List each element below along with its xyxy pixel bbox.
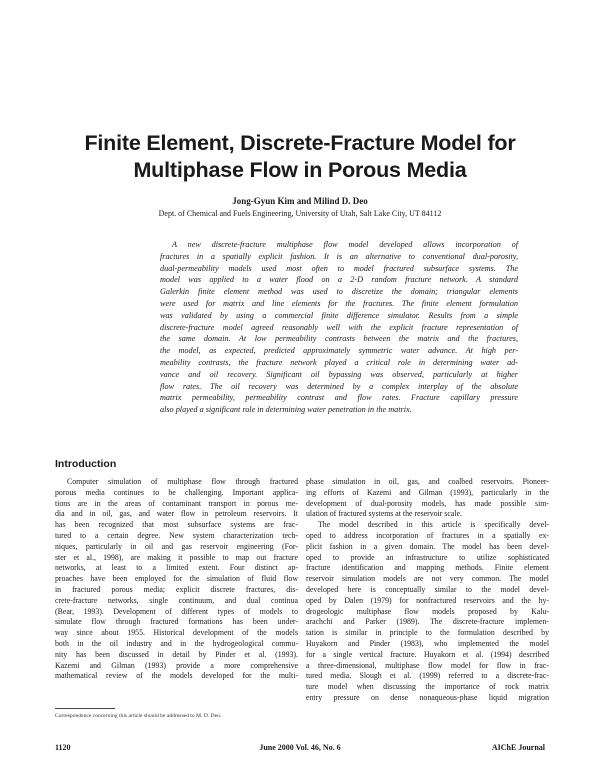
- body-line: ulation of fractured systems at the reservoir scale.: [306, 509, 462, 519]
- body-line: porous media continues to be challenging. Important applica-: [55, 487, 298, 497]
- body-line: a three-dimensional, multiphase flow model for flow in frac-: [306, 660, 549, 670]
- body-line: networks, at least to a limited extent. Four distinct ap-: [55, 563, 298, 573]
- body-line: simulate flow through fractured formations has been under-: [55, 617, 298, 627]
- body-line: ture model when discussing the importance of rock matrix: [306, 682, 549, 692]
- abstract-line: Galerkin finite element method was used to discretize the domain; triangular elements: [160, 287, 518, 297]
- body-line: ing efforts of Kazemi and Gilman (1993), particularly in the: [306, 487, 549, 497]
- body-line: plicit fashion in a given domain. The model has been devel-: [306, 541, 549, 551]
- abstract-line: fractures in a spatially explicit fashion. It is an alternative to conventional dual-porosity,: [160, 251, 518, 261]
- body-line: both in the oil industry and in the hydrogeological commu-: [55, 638, 298, 648]
- body-line: Huyakorn and Pinder (1983), who implemented the model: [306, 638, 549, 648]
- title-line: Finite Element, Discrete-Fracture Model for: [84, 131, 516, 155]
- body-line: phase simulation in oil, gas, and coalbed reservoirs. Pioneer-: [306, 477, 549, 486]
- body-line: oped to address incorporation of fractures in a spatially ex-: [306, 530, 549, 540]
- body-line: crete-fracture networks, single continuum, and dual continua: [55, 595, 298, 605]
- body-line: reservoir simulation models are not very common. The model: [306, 574, 549, 584]
- body-line: mathematical review of the models developed for the multi-: [55, 671, 298, 681]
- body-line: in fractured porous media; explicit discrete fractures, dis-: [55, 584, 298, 594]
- abstract-line: was validated by using a commercial finite difference simulator. Results from a simple: [160, 310, 518, 320]
- abstract-line: flow rates. The oil recovery was determined by a complex interplay of the absolute: [160, 381, 518, 391]
- body-line: Computer simulation of multiphase flow through fractured: [67, 477, 298, 486]
- article-title: [60, 130, 540, 184]
- body-line: arachchi and Parker (1989). The discrete-fracture implemen-: [306, 617, 549, 627]
- abstract-line: vance and oil recovery. Significant oil bypassing was observed, particularly at higher: [160, 369, 518, 379]
- abstract-line: meability contrasts, the fracture network played a critical role in determining water ad-: [160, 357, 518, 367]
- body-line: way since about 1955. Historical development of the models: [55, 628, 298, 638]
- body-line: for a single vertical fracture. Huyakorn et al. (1994) described: [306, 649, 549, 659]
- journal-issue: June 2000 Vol. 46, No. 6: [259, 743, 341, 752]
- abstract-line: dual-permeability models used most often to model fractured subsurface systems. The: [160, 263, 518, 273]
- body-column-right: [306, 477, 549, 704]
- body-line: oped by Dalen (1979) for nonfractured reservoirs and the hy-: [306, 595, 549, 605]
- body-line: proaches have been employed for the simulation of fluid flow: [55, 574, 298, 584]
- abstract-line: also played a significant role in determining water penetration in the matrix.: [160, 405, 412, 415]
- body-line: tured media. Slough et al. (1999) referred to a discrete-frac-: [306, 671, 549, 681]
- page-number: 1120: [55, 743, 71, 752]
- journal-name: AIChE Journal: [491, 743, 545, 752]
- authors: Jong-Gyun Kim and Milind D. Deo: [232, 196, 368, 206]
- body-line: (Bear, 1993). Development of different types of models to: [55, 606, 298, 616]
- abstract: [160, 239, 518, 416]
- body-line: ster et al., 1998), are making it possible to map out fracture: [55, 552, 298, 562]
- body-line: entry pressure on dense nonaqueous-phase liquid migration: [306, 692, 549, 702]
- body-line: nity has been discussed in detail by Pinder et al. (1993).: [55, 649, 298, 659]
- correspondence-footnote: Correspondence concerning this article should be addressed to M. D. Deo.: [55, 713, 222, 719]
- abstract-line: discrete-fracture model agreed reasonably well with the explicit fracture representation of: [160, 322, 518, 332]
- body-line: Kazemi and Gilman (1993) provide a more comprehensive: [55, 660, 298, 670]
- body-line: has been recognized that most subsurface systems are frac-: [55, 520, 298, 530]
- body-line: development of dual-porosity models, has made possible sim-: [306, 498, 549, 508]
- body-line: The model described in this article is specifically devel-: [318, 520, 549, 530]
- title-line: Multiphase Flow in Porous Media: [133, 158, 467, 182]
- abstract-line: the model, as expected, predicted approximately symmetric water advance. At high per-: [160, 346, 518, 356]
- abstract-line: matrix permeability, permeability contrast and flow rates. Fracture capillary pressure: [160, 393, 518, 403]
- body-line: niques, particularly in oil and gas reservoir engineering (For-: [55, 541, 298, 551]
- body-line: developed here is conceptually similar to the model devel-: [306, 584, 549, 594]
- body-line: drogeologic multiphase flow models proposed by Kalu-: [306, 606, 549, 616]
- body-line: fracture identification and mapping methods. Finite element: [306, 563, 549, 573]
- body-line: tation is similar in principle to the formulation described by: [306, 628, 549, 638]
- abstract-line: the same domain. At low permeability contrasts between the matrix and the fractures,: [160, 334, 518, 344]
- abstract-line: model was applied to a water flood on a 2-D random fracture network. A standard: [160, 275, 518, 285]
- body-line: dia and in oil, gas, and water flow in petroleum reservoirs. It: [55, 509, 298, 519]
- footnote-divider: [55, 708, 115, 709]
- body-line: oped to provide an infrastructure to utilize sophisticated: [306, 552, 549, 562]
- section-heading: Introduction: [55, 458, 117, 470]
- body-column-left: [55, 477, 298, 682]
- body-line: tured to a certain degree. New system characterization tech-: [55, 530, 298, 540]
- abstract-line: A new discrete-fracture multiphase flow model developed allows incorporation of: [172, 240, 518, 249]
- abstract-line: were used for matrix and line elements for the fractures. The finite element formulation: [160, 298, 518, 308]
- affiliation: Dept. of Chemical and Fuels Engineering, University of Utah, Salt Lake City, UT 84112: [158, 209, 442, 218]
- body-line: tions are in the areas of contaminant transport in porous me-: [55, 498, 298, 508]
